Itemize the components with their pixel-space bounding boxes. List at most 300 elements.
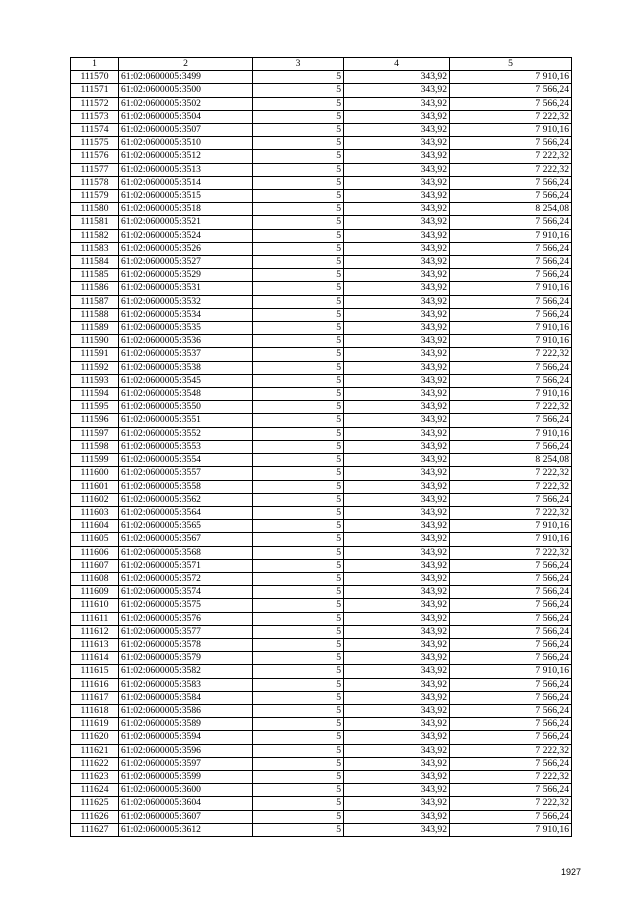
table-row <box>71 414 572 427</box>
cadastral-number-cell: 61:02:0600005:3532 <box>119 295 253 308</box>
area-cell: 343,92 <box>344 454 450 467</box>
amount-cell: 7 566,24 <box>450 176 572 189</box>
cadastral-number-cell: 61:02:0600005:3578 <box>119 638 253 651</box>
amount-cell: 7 566,24 <box>450 361 572 374</box>
amount-cell: 7 222,32 <box>450 401 572 414</box>
amount-cell: 7 566,24 <box>450 137 572 150</box>
row-number-cell: 111598 <box>71 440 119 453</box>
row-number-cell: 111590 <box>71 335 119 348</box>
area-cell: 343,92 <box>344 308 450 321</box>
table-row <box>71 744 572 757</box>
value-cell: 5 <box>253 467 344 480</box>
cadastral-number-cell: 61:02:0600005:3552 <box>119 427 253 440</box>
area-cell: 343,92 <box>344 744 450 757</box>
area-cell: 343,92 <box>344 388 450 401</box>
table-row <box>71 718 572 731</box>
value-cell: 5 <box>253 731 344 744</box>
amount-cell: 7 910,16 <box>450 282 572 295</box>
area-cell: 343,92 <box>344 150 450 163</box>
value-cell: 5 <box>253 124 344 137</box>
row-number-cell: 111573 <box>71 110 119 123</box>
table-header-row <box>71 58 572 71</box>
table-row <box>71 757 572 770</box>
amount-cell: 7 566,24 <box>450 757 572 770</box>
table-row <box>71 176 572 189</box>
row-number-cell: 111603 <box>71 506 119 519</box>
area-cell: 343,92 <box>344 678 450 691</box>
cadastral-number-cell: 61:02:0600005:3504 <box>119 110 253 123</box>
row-number-cell: 111582 <box>71 229 119 242</box>
value-cell: 5 <box>253 308 344 321</box>
value-cell: 5 <box>253 256 344 269</box>
amount-cell: 7 222,32 <box>450 348 572 361</box>
cadastral-number-cell: 61:02:0600005:3554 <box>119 454 253 467</box>
value-cell: 5 <box>253 242 344 255</box>
row-number-cell: 111610 <box>71 599 119 612</box>
amount-cell: 7 566,24 <box>450 625 572 638</box>
row-number-cell: 111624 <box>71 784 119 797</box>
table-row <box>71 559 572 572</box>
row-number-cell: 111579 <box>71 190 119 203</box>
area-cell: 343,92 <box>344 242 450 255</box>
table-row <box>71 97 572 110</box>
row-number-cell: 111583 <box>71 242 119 255</box>
row-number-cell: 111594 <box>71 388 119 401</box>
cadastral-number-cell: 61:02:0600005:3583 <box>119 678 253 691</box>
row-number-cell: 111585 <box>71 269 119 282</box>
table-row <box>71 612 572 625</box>
area-cell: 343,92 <box>344 770 450 783</box>
amount-cell: 7 566,24 <box>450 599 572 612</box>
area-cell: 343,92 <box>344 322 450 335</box>
amount-cell: 7 910,16 <box>450 229 572 242</box>
value-cell: 5 <box>253 810 344 823</box>
area-cell: 343,92 <box>344 137 450 150</box>
cadastral-number-cell: 61:02:0600005:3515 <box>119 190 253 203</box>
area-cell: 343,92 <box>344 176 450 189</box>
cadastral-number-cell: 61:02:0600005:3596 <box>119 744 253 757</box>
table-row <box>71 256 572 269</box>
area-cell: 343,92 <box>344 163 450 176</box>
table-row <box>71 322 572 335</box>
table-row <box>71 110 572 123</box>
table-row <box>71 770 572 783</box>
row-number-cell: 111593 <box>71 374 119 387</box>
table-row <box>71 401 572 414</box>
table-row <box>71 731 572 744</box>
amount-cell: 7 566,24 <box>450 678 572 691</box>
table-row <box>71 467 572 480</box>
cadastral-number-cell: 61:02:0600005:3507 <box>119 124 253 137</box>
cadastral-number-cell: 61:02:0600005:3557 <box>119 467 253 480</box>
amount-cell: 7 222,32 <box>450 467 572 480</box>
row-number-cell: 111616 <box>71 678 119 691</box>
cadastral-number-cell: 61:02:0600005:3576 <box>119 612 253 625</box>
cadastral-number-cell: 61:02:0600005:3514 <box>119 176 253 189</box>
value-cell: 5 <box>253 493 344 506</box>
area-cell: 343,92 <box>344 427 450 440</box>
area-cell: 343,92 <box>344 71 450 84</box>
row-number-cell: 111592 <box>71 361 119 374</box>
row-number-cell: 111578 <box>71 176 119 189</box>
table-row <box>71 454 572 467</box>
value-cell: 5 <box>253 454 344 467</box>
table-row <box>71 388 572 401</box>
value-cell: 5 <box>253 704 344 717</box>
row-number-cell: 111612 <box>71 625 119 638</box>
row-number-cell: 111580 <box>71 203 119 216</box>
value-cell: 5 <box>253 388 344 401</box>
value-cell: 5 <box>253 757 344 770</box>
table-row <box>71 599 572 612</box>
area-cell: 343,92 <box>344 493 450 506</box>
cadastral-number-cell: 61:02:0600005:3600 <box>119 784 253 797</box>
area-cell: 343,92 <box>344 586 450 599</box>
cadastral-number-cell: 61:02:0600005:3564 <box>119 506 253 519</box>
value-cell: 5 <box>253 638 344 651</box>
cadastral-number-cell: 61:02:0600005:3500 <box>119 84 253 97</box>
area-cell: 343,92 <box>344 124 450 137</box>
area-cell: 343,92 <box>344 97 450 110</box>
value-cell: 5 <box>253 176 344 189</box>
value-cell: 5 <box>253 625 344 638</box>
amount-cell: 7 222,32 <box>450 150 572 163</box>
amount-cell: 7 566,24 <box>450 638 572 651</box>
table-row <box>71 520 572 533</box>
cadastral-number-cell: 61:02:0600005:3512 <box>119 150 253 163</box>
page-number: 1927 <box>561 867 582 877</box>
cadastral-number-cell: 61:02:0600005:3612 <box>119 823 253 836</box>
amount-cell: 7 910,16 <box>450 533 572 546</box>
row-number-cell: 111602 <box>71 493 119 506</box>
value-cell: 5 <box>253 322 344 335</box>
value-cell: 5 <box>253 401 344 414</box>
row-number-cell: 111572 <box>71 97 119 110</box>
value-cell: 5 <box>253 203 344 216</box>
value-cell: 5 <box>253 691 344 704</box>
area-cell: 343,92 <box>344 520 450 533</box>
area-cell: 343,92 <box>344 414 450 427</box>
cadastral-number-cell: 61:02:0600005:3582 <box>119 665 253 678</box>
value-cell: 5 <box>253 374 344 387</box>
cadastral-number-cell: 61:02:0600005:3550 <box>119 401 253 414</box>
row-number-cell: 111589 <box>71 322 119 335</box>
amount-cell: 7 910,16 <box>450 335 572 348</box>
amount-cell: 7 910,16 <box>450 520 572 533</box>
area-cell: 343,92 <box>344 84 450 97</box>
cadastral-number-cell: 61:02:0600005:3502 <box>119 97 253 110</box>
row-number-cell: 111584 <box>71 256 119 269</box>
table-body <box>71 71 572 837</box>
amount-cell: 7 910,16 <box>450 71 572 84</box>
table-row <box>71 638 572 651</box>
value-cell: 5 <box>253 797 344 810</box>
table-row <box>71 84 572 97</box>
value-cell: 5 <box>253 506 344 519</box>
table-row <box>71 190 572 203</box>
row-number-cell: 111605 <box>71 533 119 546</box>
row-number-cell: 111570 <box>71 71 119 84</box>
row-number-cell: 111623 <box>71 770 119 783</box>
value-cell: 5 <box>253 361 344 374</box>
amount-cell: 7 566,24 <box>450 784 572 797</box>
amount-cell: 7 222,32 <box>450 163 572 176</box>
table-row <box>71 282 572 295</box>
area-cell: 343,92 <box>344 467 450 480</box>
amount-cell: 7 566,24 <box>450 718 572 731</box>
cadastral-number-cell: 61:02:0600005:3513 <box>119 163 253 176</box>
table-row <box>71 691 572 704</box>
cadastral-number-cell: 61:02:0600005:3536 <box>119 335 253 348</box>
area-cell: 343,92 <box>344 440 450 453</box>
area-cell: 343,92 <box>344 506 450 519</box>
column-header-4: 4 <box>344 58 450 71</box>
cadastral-number-cell: 61:02:0600005:3548 <box>119 388 253 401</box>
value-cell: 5 <box>253 770 344 783</box>
value-cell: 5 <box>253 282 344 295</box>
cadastral-number-cell: 61:02:0600005:3597 <box>119 757 253 770</box>
row-number-cell: 111604 <box>71 520 119 533</box>
row-number-cell: 111617 <box>71 691 119 704</box>
cadastral-number-cell: 61:02:0600005:3575 <box>119 599 253 612</box>
amount-cell: 7 566,24 <box>450 216 572 229</box>
amount-cell: 7 566,24 <box>450 691 572 704</box>
row-number-cell: 111611 <box>71 612 119 625</box>
amount-cell: 7 566,24 <box>450 810 572 823</box>
cadastral-number-cell: 61:02:0600005:3568 <box>119 546 253 559</box>
table-row <box>71 150 572 163</box>
area-cell: 343,92 <box>344 269 450 282</box>
amount-cell: 7 910,16 <box>450 124 572 137</box>
amount-cell: 7 566,24 <box>450 374 572 387</box>
cadastral-number-cell: 61:02:0600005:3524 <box>119 229 253 242</box>
value-cell: 5 <box>253 216 344 229</box>
value-cell: 5 <box>253 652 344 665</box>
table-row <box>71 427 572 440</box>
table-row <box>71 440 572 453</box>
table-row <box>71 295 572 308</box>
value-cell: 5 <box>253 295 344 308</box>
area-cell: 343,92 <box>344 401 450 414</box>
table-row <box>71 348 572 361</box>
area-cell: 343,92 <box>344 361 450 374</box>
amount-cell: 7 910,16 <box>450 427 572 440</box>
row-number-cell: 111576 <box>71 150 119 163</box>
table-row <box>71 625 572 638</box>
area-cell: 343,92 <box>344 374 450 387</box>
cadastral-number-cell: 61:02:0600005:3565 <box>119 520 253 533</box>
area-cell: 343,92 <box>344 691 450 704</box>
cadastral-number-cell: 61:02:0600005:3521 <box>119 216 253 229</box>
cadastral-number-cell: 61:02:0600005:3529 <box>119 269 253 282</box>
row-number-cell: 111597 <box>71 427 119 440</box>
table-row <box>71 797 572 810</box>
cadastral-number-cell: 61:02:0600005:3572 <box>119 572 253 585</box>
area-cell: 343,92 <box>344 190 450 203</box>
amount-cell: 7 222,32 <box>450 110 572 123</box>
area-cell: 343,92 <box>344 480 450 493</box>
area-cell: 343,92 <box>344 599 450 612</box>
amount-cell: 7 566,24 <box>450 731 572 744</box>
row-number-cell: 111587 <box>71 295 119 308</box>
value-cell: 5 <box>253 559 344 572</box>
table-row <box>71 480 572 493</box>
amount-cell: 7 566,24 <box>450 269 572 282</box>
cadastral-number-cell: 61:02:0600005:3579 <box>119 652 253 665</box>
cadastral-number-cell: 61:02:0600005:3535 <box>119 322 253 335</box>
cadastral-number-cell: 61:02:0600005:3545 <box>119 374 253 387</box>
area-cell: 343,92 <box>344 823 450 836</box>
value-cell: 5 <box>253 414 344 427</box>
cadastral-number-cell: 61:02:0600005:3594 <box>119 731 253 744</box>
area-cell: 343,92 <box>344 810 450 823</box>
column-header-3: 3 <box>253 58 344 71</box>
amount-cell: 7 222,32 <box>450 480 572 493</box>
value-cell: 5 <box>253 599 344 612</box>
amount-cell: 7 566,24 <box>450 704 572 717</box>
table-row <box>71 652 572 665</box>
cadastral-number-cell: 61:02:0600005:3534 <box>119 308 253 321</box>
table-row <box>71 374 572 387</box>
table-row <box>71 572 572 585</box>
area-cell: 343,92 <box>344 348 450 361</box>
cadastral-number-cell: 61:02:0600005:3499 <box>119 71 253 84</box>
area-cell: 343,92 <box>344 229 450 242</box>
cadastral-number-cell: 61:02:0600005:3510 <box>119 137 253 150</box>
area-cell: 343,92 <box>344 665 450 678</box>
cadastral-number-cell: 61:02:0600005:3604 <box>119 797 253 810</box>
cadastral-number-cell: 61:02:0600005:3518 <box>119 203 253 216</box>
value-cell: 5 <box>253 269 344 282</box>
cadastral-number-cell: 61:02:0600005:3567 <box>119 533 253 546</box>
row-number-cell: 111618 <box>71 704 119 717</box>
row-number-cell: 111600 <box>71 467 119 480</box>
value-cell: 5 <box>253 427 344 440</box>
amount-cell: 7 566,24 <box>450 586 572 599</box>
amount-cell: 7 566,24 <box>450 256 572 269</box>
area-cell: 343,92 <box>344 612 450 625</box>
row-number-cell: 111620 <box>71 731 119 744</box>
value-cell: 5 <box>253 71 344 84</box>
value-cell: 5 <box>253 520 344 533</box>
amount-cell: 7 222,32 <box>450 506 572 519</box>
cadastral-number-cell: 61:02:0600005:3562 <box>119 493 253 506</box>
area-cell: 343,92 <box>344 216 450 229</box>
value-cell: 5 <box>253 229 344 242</box>
area-cell: 343,92 <box>344 704 450 717</box>
row-number-cell: 111606 <box>71 546 119 559</box>
amount-cell: 7 910,16 <box>450 665 572 678</box>
row-number-cell: 111613 <box>71 638 119 651</box>
amount-cell: 7 910,16 <box>450 823 572 836</box>
area-cell: 343,92 <box>344 559 450 572</box>
amount-cell: 7 566,24 <box>450 295 572 308</box>
area-cell: 343,92 <box>344 282 450 295</box>
cadastral-number-cell: 61:02:0600005:3577 <box>119 625 253 638</box>
table-row <box>71 203 572 216</box>
cadastral-number-cell: 61:02:0600005:3526 <box>119 242 253 255</box>
value-cell: 5 <box>253 110 344 123</box>
value-cell: 5 <box>253 823 344 836</box>
amount-cell: 7 566,24 <box>450 190 572 203</box>
table-row <box>71 163 572 176</box>
area-cell: 343,92 <box>344 652 450 665</box>
cadastral-number-cell: 61:02:0600005:3607 <box>119 810 253 823</box>
table-row <box>71 678 572 691</box>
area-cell: 343,92 <box>344 203 450 216</box>
table-row <box>71 586 572 599</box>
table-row <box>71 216 572 229</box>
row-number-cell: 111596 <box>71 414 119 427</box>
row-number-cell: 111622 <box>71 757 119 770</box>
value-cell: 5 <box>253 678 344 691</box>
value-cell: 5 <box>253 546 344 559</box>
area-cell: 343,92 <box>344 335 450 348</box>
cadastral-number-cell: 61:02:0600005:3589 <box>119 718 253 731</box>
amount-cell: 7 222,32 <box>450 744 572 757</box>
amount-cell: 7 566,24 <box>450 84 572 97</box>
table-row <box>71 242 572 255</box>
value-cell: 5 <box>253 744 344 757</box>
row-number-cell: 111614 <box>71 652 119 665</box>
value-cell: 5 <box>253 163 344 176</box>
area-cell: 343,92 <box>344 757 450 770</box>
value-cell: 5 <box>253 440 344 453</box>
column-header-1: 1 <box>71 58 119 71</box>
amount-cell: 8 254,08 <box>450 203 572 216</box>
row-number-cell: 111626 <box>71 810 119 823</box>
cadastral-number-cell: 61:02:0600005:3537 <box>119 348 253 361</box>
value-cell: 5 <box>253 665 344 678</box>
table-row <box>71 269 572 282</box>
row-number-cell: 111625 <box>71 797 119 810</box>
amount-cell: 7 910,16 <box>450 322 572 335</box>
area-cell: 343,92 <box>344 718 450 731</box>
value-cell: 5 <box>253 612 344 625</box>
area-cell: 343,92 <box>344 572 450 585</box>
cadastral-number-cell: 61:02:0600005:3558 <box>119 480 253 493</box>
table-row <box>71 533 572 546</box>
column-header-2: 2 <box>119 58 253 71</box>
row-number-cell: 111627 <box>71 823 119 836</box>
table-row <box>71 124 572 137</box>
row-number-cell: 111621 <box>71 744 119 757</box>
amount-cell: 7 910,16 <box>450 388 572 401</box>
cadastral-number-cell: 61:02:0600005:3586 <box>119 704 253 717</box>
value-cell: 5 <box>253 137 344 150</box>
table-row <box>71 137 572 150</box>
table-row <box>71 335 572 348</box>
row-number-cell: 111575 <box>71 137 119 150</box>
column-header-5: 5 <box>450 58 572 71</box>
row-number-cell: 111574 <box>71 124 119 137</box>
amount-cell: 7 566,24 <box>450 414 572 427</box>
area-cell: 343,92 <box>344 731 450 744</box>
row-number-cell: 111571 <box>71 84 119 97</box>
table-row <box>71 665 572 678</box>
table-row <box>71 493 572 506</box>
row-number-cell: 111586 <box>71 282 119 295</box>
table-row <box>71 229 572 242</box>
row-number-cell: 111601 <box>71 480 119 493</box>
row-number-cell: 111577 <box>71 163 119 176</box>
amount-cell: 8 254,08 <box>450 454 572 467</box>
table-row <box>71 810 572 823</box>
table-row <box>71 71 572 84</box>
area-cell: 343,92 <box>344 110 450 123</box>
row-number-cell: 111619 <box>71 718 119 731</box>
value-cell: 5 <box>253 718 344 731</box>
